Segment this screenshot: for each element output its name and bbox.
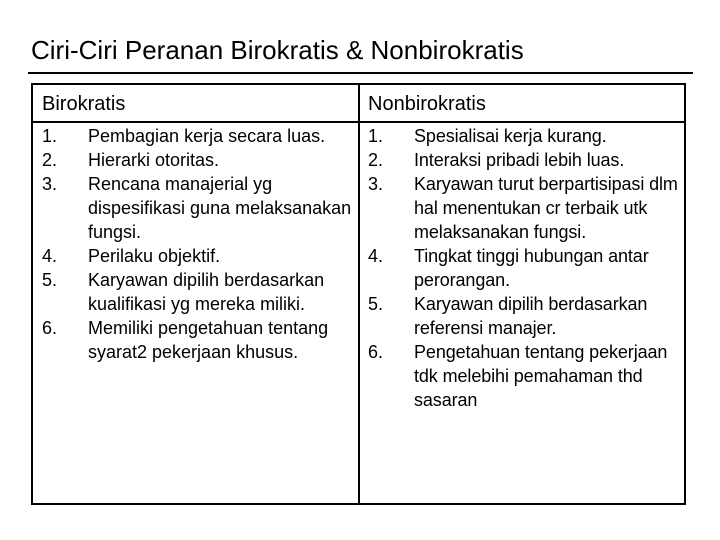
list-item <box>368 124 680 148</box>
item-number: 2. <box>42 150 58 170</box>
header-nonbirokratis: Nonbirokratis <box>368 93 486 115</box>
list-item <box>368 148 680 172</box>
birokratis-list <box>42 124 352 364</box>
list-item <box>42 268 352 316</box>
item-text: Hierarki otoritas. <box>88 150 220 170</box>
item-text: Spesialisai kerja kurang. <box>414 126 607 146</box>
item-number: 5. <box>368 294 384 314</box>
item-number: 3. <box>368 174 384 194</box>
list-item <box>368 244 680 292</box>
item-number: 4. <box>42 246 58 266</box>
item-number: 1. <box>42 126 58 146</box>
item-text: Tingkat tinggi hubungan antar perorangan. <box>414 246 649 290</box>
comparison-table <box>31 83 686 505</box>
item-text: Memiliki pengetahuan tentang syarat2 pekerjaan khusus. <box>88 318 329 362</box>
list-item <box>368 340 680 412</box>
item-number: 2. <box>368 150 384 170</box>
item-text: Pengetahuan tentang pekerjaan tdk melebihi pemahaman thd sasaran <box>414 342 668 410</box>
item-number: 1. <box>368 126 384 146</box>
item-text: Karyawan turut berpartisipasi dlm hal menentukan cr terbaik utk melaksanakan fungsi. <box>414 174 678 242</box>
item-text: Pembagian kerja secara luas. <box>88 126 326 146</box>
item-text: Interaksi pribadi lebih luas. <box>414 150 625 170</box>
list-item <box>42 124 352 148</box>
list-item <box>368 172 680 244</box>
item-number: 3. <box>42 174 58 194</box>
item-number: 6. <box>368 342 384 362</box>
nonbirokratis-list <box>368 124 680 412</box>
list-item <box>368 292 680 340</box>
list-item <box>42 172 352 244</box>
item-number: 4. <box>368 246 384 266</box>
column-divider <box>358 85 360 503</box>
item-number: 6. <box>42 318 58 338</box>
title-underline <box>28 72 693 74</box>
item-text: Perilaku objektif. <box>88 246 221 266</box>
item-text: Karyawan dipilih berdasarkan kualifikasi yg mereka miliki. <box>88 270 325 314</box>
slide-title: Ciri-Ciri Peranan Birokratis & Nonbirokratis <box>31 35 524 65</box>
list-item <box>42 316 352 364</box>
header-row-divider <box>33 121 684 123</box>
item-text: Karyawan dipilih berdasarkan referensi manajer. <box>414 294 648 338</box>
item-number: 5. <box>42 270 58 290</box>
list-item <box>42 244 352 268</box>
item-text: Rencana manajerial yg dispesifikasi guna melaksanakan fungsi. <box>88 174 352 242</box>
header-birokratis: Birokratis <box>42 93 126 115</box>
list-item <box>42 148 352 172</box>
